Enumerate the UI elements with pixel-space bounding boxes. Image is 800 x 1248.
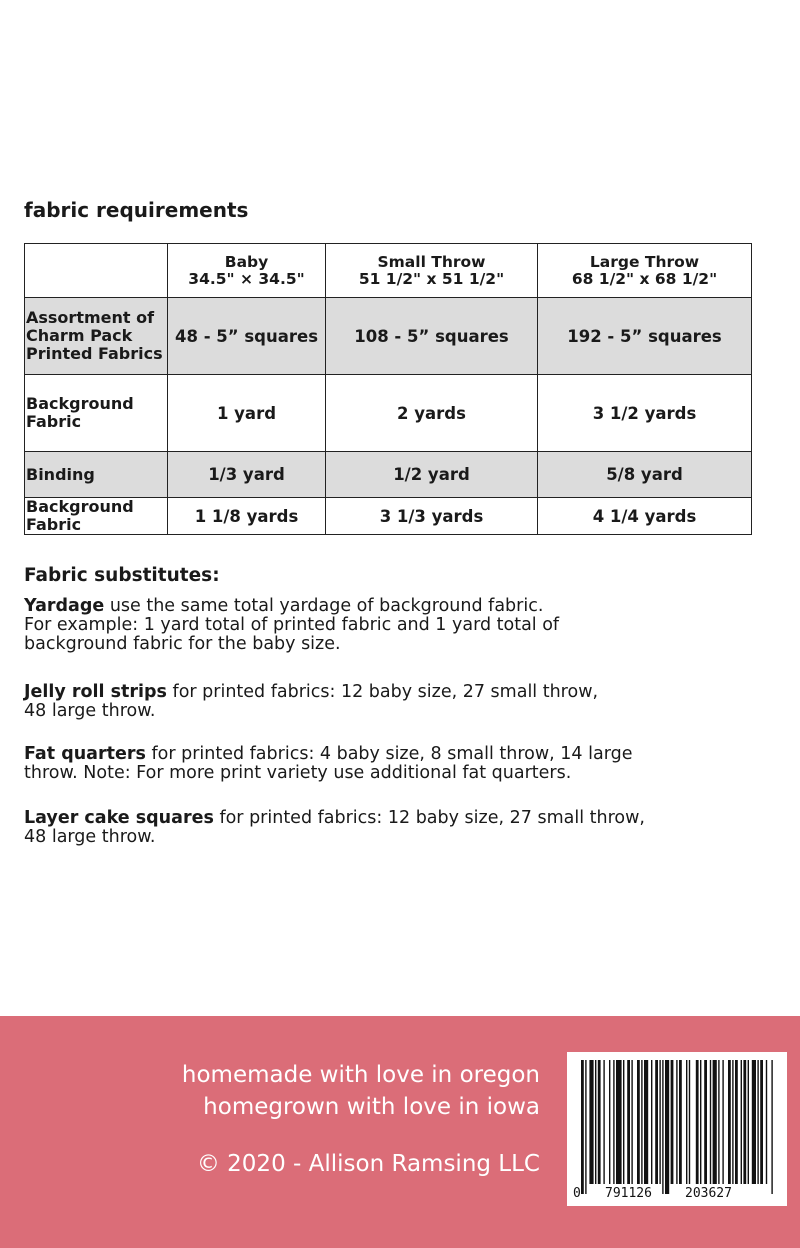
barcode-bar: [718, 1060, 719, 1184]
barcode-bar: [679, 1060, 682, 1184]
barcode-bar: [710, 1060, 711, 1184]
barcode-bar: [686, 1060, 687, 1184]
barcode-bar: [748, 1060, 749, 1184]
barcode-bar: [771, 1060, 772, 1194]
barcode-bar: [637, 1060, 640, 1184]
barcode-bar: [722, 1060, 723, 1184]
row-label: Binding: [25, 452, 168, 498]
barcode-bar: [752, 1060, 756, 1184]
table-cell: 1 1/8 yards: [168, 498, 326, 535]
barcode-digits-left: 791126: [605, 1186, 652, 1201]
table-cell: 48 - 5” squares: [168, 298, 326, 375]
table-corner-cell: [25, 244, 168, 298]
barcode-bar: [676, 1060, 677, 1184]
barcode-bar: [671, 1060, 674, 1184]
table-header-row: [25, 244, 752, 298]
table-cell: 4 1/4 yards: [538, 498, 752, 535]
barcode-bar: [743, 1060, 746, 1184]
substitute-fat-quarters: Fat quarters for printed fabrics: 4 baby size, 8 small throw, 14 large throw. Note: For more print variety use additional fat quarters.: [24, 744, 633, 783]
barcode-bar: [641, 1060, 642, 1184]
barcode-bar: [700, 1060, 701, 1184]
substitute-layer-cake: Layer cake squares for printed fabrics: 12 baby size, 27 small throw, 48 large throw.: [24, 808, 645, 847]
section-title: fabric requirements: [24, 198, 249, 222]
barcode-bar: [760, 1060, 763, 1184]
barcode-bar: [613, 1060, 614, 1184]
table-cell: 1/3 yard: [168, 452, 326, 498]
barcode-bar: [704, 1060, 707, 1184]
column-header-small-throw: Small Throw 51 1/2" x 51 1/2": [326, 244, 538, 298]
table-row: [25, 298, 752, 375]
barcode-bar: [766, 1060, 767, 1184]
barcode-bar: [623, 1060, 624, 1184]
barcode-bar: [585, 1060, 586, 1194]
table-cell: 1/2 yard: [326, 452, 538, 498]
barcode-bar: [655, 1060, 658, 1184]
table-cell: 108 - 5” squares: [326, 298, 538, 375]
barcode-bar: [627, 1060, 630, 1184]
barcode-bar: [757, 1060, 758, 1184]
table-row: [25, 498, 752, 535]
table-cell: 3 1/3 yards: [326, 498, 538, 535]
barcode-bar: [616, 1060, 622, 1184]
barcode-bar: [741, 1060, 742, 1184]
substitutes-heading: Fabric substitutes:: [24, 565, 220, 586]
barcode-bar: [609, 1060, 610, 1184]
table-row: [25, 375, 752, 452]
barcode-bar: [581, 1060, 584, 1194]
substitute-term: Jelly roll strips: [24, 682, 167, 702]
barcode-bar: [735, 1060, 738, 1184]
barcode-bar: [662, 1060, 663, 1194]
substitute-jelly-roll: Jelly roll strips for printed fabrics: 12 baby size, 27 small throw, 48 large throw.: [24, 682, 599, 721]
barcode-bar: [603, 1060, 604, 1184]
footer-line-oregon: homemade with love in oregon: [181, 1062, 540, 1088]
barcode-bar: [631, 1060, 632, 1184]
barcode-bar: [689, 1060, 690, 1184]
barcode-digit-first: 0: [573, 1186, 581, 1201]
barcode-bar: [651, 1060, 652, 1184]
substitute-term: Yardage: [24, 596, 105, 616]
fabric-requirements-table: [24, 243, 752, 535]
barcode-bars: [567, 1052, 787, 1206]
column-header-baby: Baby 34.5" × 34.5": [168, 244, 326, 298]
barcode-bar: [732, 1060, 733, 1184]
row-label: Background Fabric: [25, 498, 168, 535]
column-header-large-throw: Large Throw 68 1/2" x 68 1/2": [538, 244, 752, 298]
barcode-bar: [598, 1060, 601, 1184]
barcode-bar: [665, 1060, 669, 1194]
table-cell: 1 yard: [168, 375, 326, 452]
substitute-term: Fat quarters: [24, 744, 146, 764]
barcode-bar: [728, 1060, 731, 1184]
barcode-bar: [696, 1060, 699, 1184]
copyright-text: © 2020 - Allison Ramsing LLC: [196, 1151, 540, 1177]
substitute-term: Layer cake squares: [24, 808, 214, 828]
barcode-digits-right: 203627: [685, 1186, 732, 1201]
table-cell: 2 yards: [326, 375, 538, 452]
substitute-yardage: Yardage use the same total yardage of background fabric. For example: 1 yard total of printed fabric and 1 yard total of background fabric for the baby size.: [24, 596, 560, 654]
table-cell: 192 - 5” squares: [538, 298, 752, 375]
table-cell: 5/8 yard: [538, 452, 752, 498]
footer-line-iowa: homegrown with love in iowa: [203, 1094, 540, 1120]
row-label: Background Fabric: [25, 375, 168, 452]
row-label: Assortment of Charm Pack Printed Fabrics: [25, 298, 168, 375]
barcode-bar: [644, 1060, 648, 1184]
barcode-bar: [713, 1060, 717, 1184]
barcode-bar: [589, 1060, 593, 1184]
table-cell: 3 1/2 yards: [538, 375, 752, 452]
table-row: [25, 452, 752, 498]
barcode: [567, 1052, 787, 1206]
barcode-bar: [595, 1060, 596, 1184]
barcode-bar: [659, 1060, 660, 1184]
